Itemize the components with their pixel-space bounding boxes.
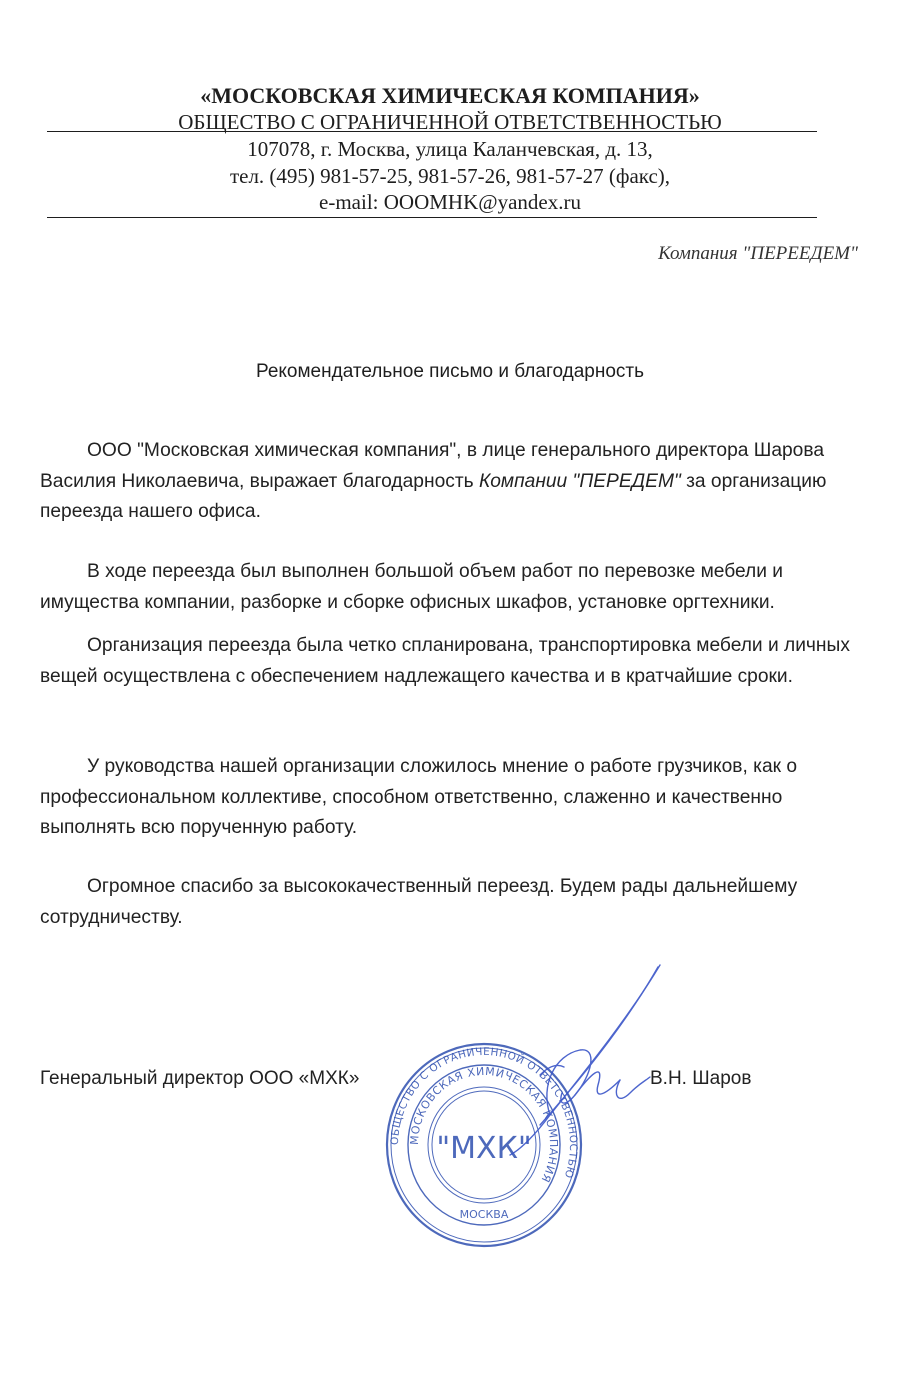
company-legal-form: ОБЩЕСТВО С ОГРАНИЧЕННОЙ ОТВЕТСТВЕННОСТЬЮ — [178, 110, 722, 134]
handwritten-signature — [480, 955, 680, 1165]
stamp-inner-text: МОСКОВСКАЯ ХИМИЧЕСКАЯ КОМПАНИЯ — [407, 1064, 561, 1185]
stamp-city-text: МОСКВА — [459, 1208, 509, 1221]
signatory-position: Генеральный директор ООО «МХК» — [40, 1068, 360, 1089]
paragraph-organization — [40, 631, 860, 692]
paragraph-text: Огромное спасибо за высококачественный переезд. Будем рады дальнейшему сотрудничеству. — [40, 876, 798, 928]
paragraph-company-name: Компании "ПЕРЕДЕМ" — [478, 470, 681, 492]
paragraph-scope — [40, 557, 860, 618]
document-title: Рекомендательное письмо и благодарность — [256, 361, 644, 382]
paragraph-text: Организация переезда была четко спланирована, транспортировка мебели и личных вещей осуществлена с обеспечением надлежащего качества и в кратчайшие сроки. — [40, 635, 850, 687]
paragraph-text: У руководства нашей организации сложилось мнение о работе грузчиков, как о профессиональном коллективе, способном ответственно, слаженно и качественно выполнять всю порученную работу. — [40, 756, 798, 838]
paragraph-text: за организацию переезда нашего офиса. — [40, 470, 827, 522]
paragraph-thanks — [40, 872, 860, 933]
stamp-center-text: "МХК" — [436, 1131, 532, 1166]
signatory-name: В.Н. Шаров — [650, 1068, 752, 1089]
stamp-outer-text: ОБЩЕСТВО С ОГРАНИЧЕННОЙ ОТВЕТСТВЕННОСТЬЮ — [388, 1045, 580, 1180]
addressee: Компания "ПЕРЕЕДЕМ" — [658, 243, 858, 264]
company-email: e-mail: OOOMHK@yandex.ru — [319, 190, 581, 214]
company-name: «МОСКОВСКАЯ ХИМИЧЕСКАЯ КОМПАНИЯ» — [200, 83, 700, 108]
paragraph-text: ООО "Московская химическая компания", в лице генерального директора Шарова Василия Николаевича, выражает благодарность — [40, 440, 824, 492]
company-phone: тел. (495) 981-57-25, 981-57-26, 981-57-27 (факс), — [229, 164, 671, 188]
company-address: 107078, г. Москва, улица Каланчевская, д. 13, — [247, 137, 653, 161]
letterhead-rule-bottom — [47, 217, 817, 218]
paragraph-opinion — [40, 752, 860, 844]
paragraph-gratitude — [40, 436, 860, 528]
paragraph-text: В ходе переезда был выполнен большой объем работ по перевозке мебели и имущества компании, разборке и сборке офисных шкафов, установке оргтехники. — [40, 561, 784, 613]
